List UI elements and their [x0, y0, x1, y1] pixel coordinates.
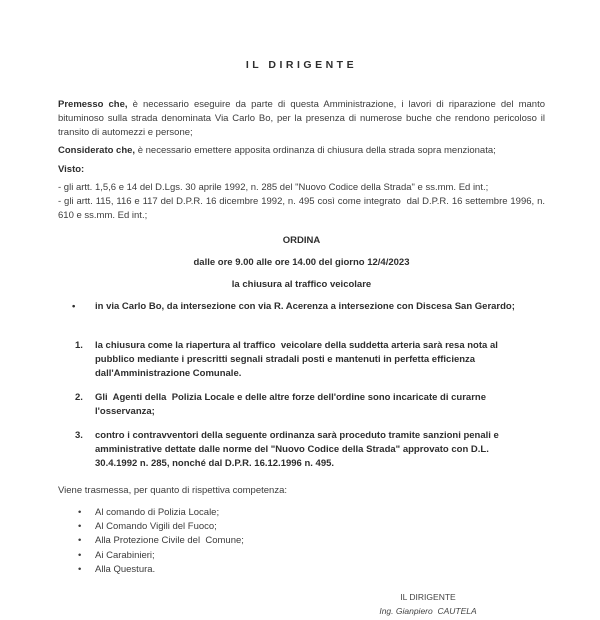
provision-number: 3. — [75, 430, 83, 441]
paragraph-considerato — [58, 144, 545, 158]
document-title: IL DIRIGENTE — [245, 59, 358, 71]
paragraph-premesso — [58, 98, 548, 140]
recipient-item — [58, 506, 545, 520]
provision-text: Gli Agenti della Polizia Locale e delle altre forze dell'ordine sono incaricate di curarne l'osservanza; — [95, 392, 489, 417]
recipient-text: Alla Protezione Civile del Comune; — [95, 535, 244, 547]
visto-label: Visto: — [58, 164, 85, 175]
bullet-icon: • — [78, 535, 82, 547]
recipient-text: Ai Carabinieri; — [95, 549, 155, 561]
provision-item — [58, 429, 545, 471]
bullet-icon: • — [78, 549, 82, 561]
premesso-label: Premesso che, — [58, 99, 128, 110]
bullet-icon: • — [78, 521, 82, 533]
signature-block — [333, 590, 523, 618]
premesso-text: è necessario eseguire da parte di questa Amministrazione, i lavori di riparazione del manto bituminoso sulla strada denominata Via Carlo Bo, per la presenza di numerose buche che rendono pericoloso il transito di automezzi e persone; — [58, 99, 548, 138]
recipient-item — [58, 563, 545, 577]
provision-item — [58, 391, 545, 419]
recipient-text: Alla Questura. — [95, 563, 156, 575]
recipients-list — [58, 506, 545, 577]
signature-name: Ing. Gianpiero CAUTELA — [379, 606, 477, 617]
recipient-text: Al Comando Vigili del Fuoco; — [95, 521, 217, 533]
bullet-icon: • — [78, 507, 82, 518]
recipient-text: Al comando di Polizia Locale; — [95, 507, 220, 518]
ordina-heading: ORDINA — [282, 235, 321, 246]
signature-role: IL DIRIGENTE — [400, 592, 456, 603]
provisions-list — [58, 339, 545, 471]
provision-item — [58, 339, 545, 381]
bullet-icon: • — [78, 563, 82, 575]
visto-item: - gli artt. 1,5,6 e 14 del D.Lgs. 30 aprile 1992, n. 285 del "Nuovo Codice della Strada" e ss.mm. Ed int.; — [58, 182, 489, 193]
ordina-subject-line: la chiusura al traffico veicolare — [231, 279, 372, 290]
provision-text: la chiusura come la riapertura al traffico veicolare della suddetta arteria sarà resa nota al pubblico mediante i prescritti segnali stradali posti e mantenuti in perfetta efficienza dall'Amministrazione Comunale. — [95, 340, 501, 379]
recipient-item — [58, 549, 545, 563]
considerato-text: è necessario emettere apposita ordinanza di chiusura della strada sopra menzionata; — [135, 145, 496, 156]
recipient-item — [58, 534, 545, 548]
recipient-item — [58, 520, 545, 534]
provision-text: contro i contravventori della seguente ordinanza sarà proceduto tramite sanzioni penali e amministrative dettate dalle norme del "Nuovo Codice della Strada" approvato con D.L. 30.4.1992 n. 285, nonché dal D.P.R. 16.12.1996 n. 495. — [95, 430, 502, 469]
provision-number: 2. — [75, 392, 83, 403]
transmission-intro: Viene trasmessa, per quanto di rispettiva competenza: — [58, 485, 288, 496]
ordina-location-item — [58, 300, 545, 314]
ordina-location-text: in via Carlo Bo, da intersezione con via R. Acerenza a intersezione con Discesa San Gerardo; — [95, 301, 515, 312]
ordina-time-line: dalle ore 9.00 alle ore 14.00 del giorno 12/4/2023 — [193, 257, 410, 268]
provision-number: 1. — [75, 340, 83, 351]
bullet-icon: • — [72, 301, 76, 312]
visto-item: - gli artt. 115, 116 e 117 del D.P.R. 16 dicembre 1992, n. 495 così come integrato dal D.P.R. 16 settembre 1996, n. 610 e ss.mm. Ed int.; — [58, 196, 548, 221]
considerato-label: Considerato che, — [58, 145, 136, 156]
